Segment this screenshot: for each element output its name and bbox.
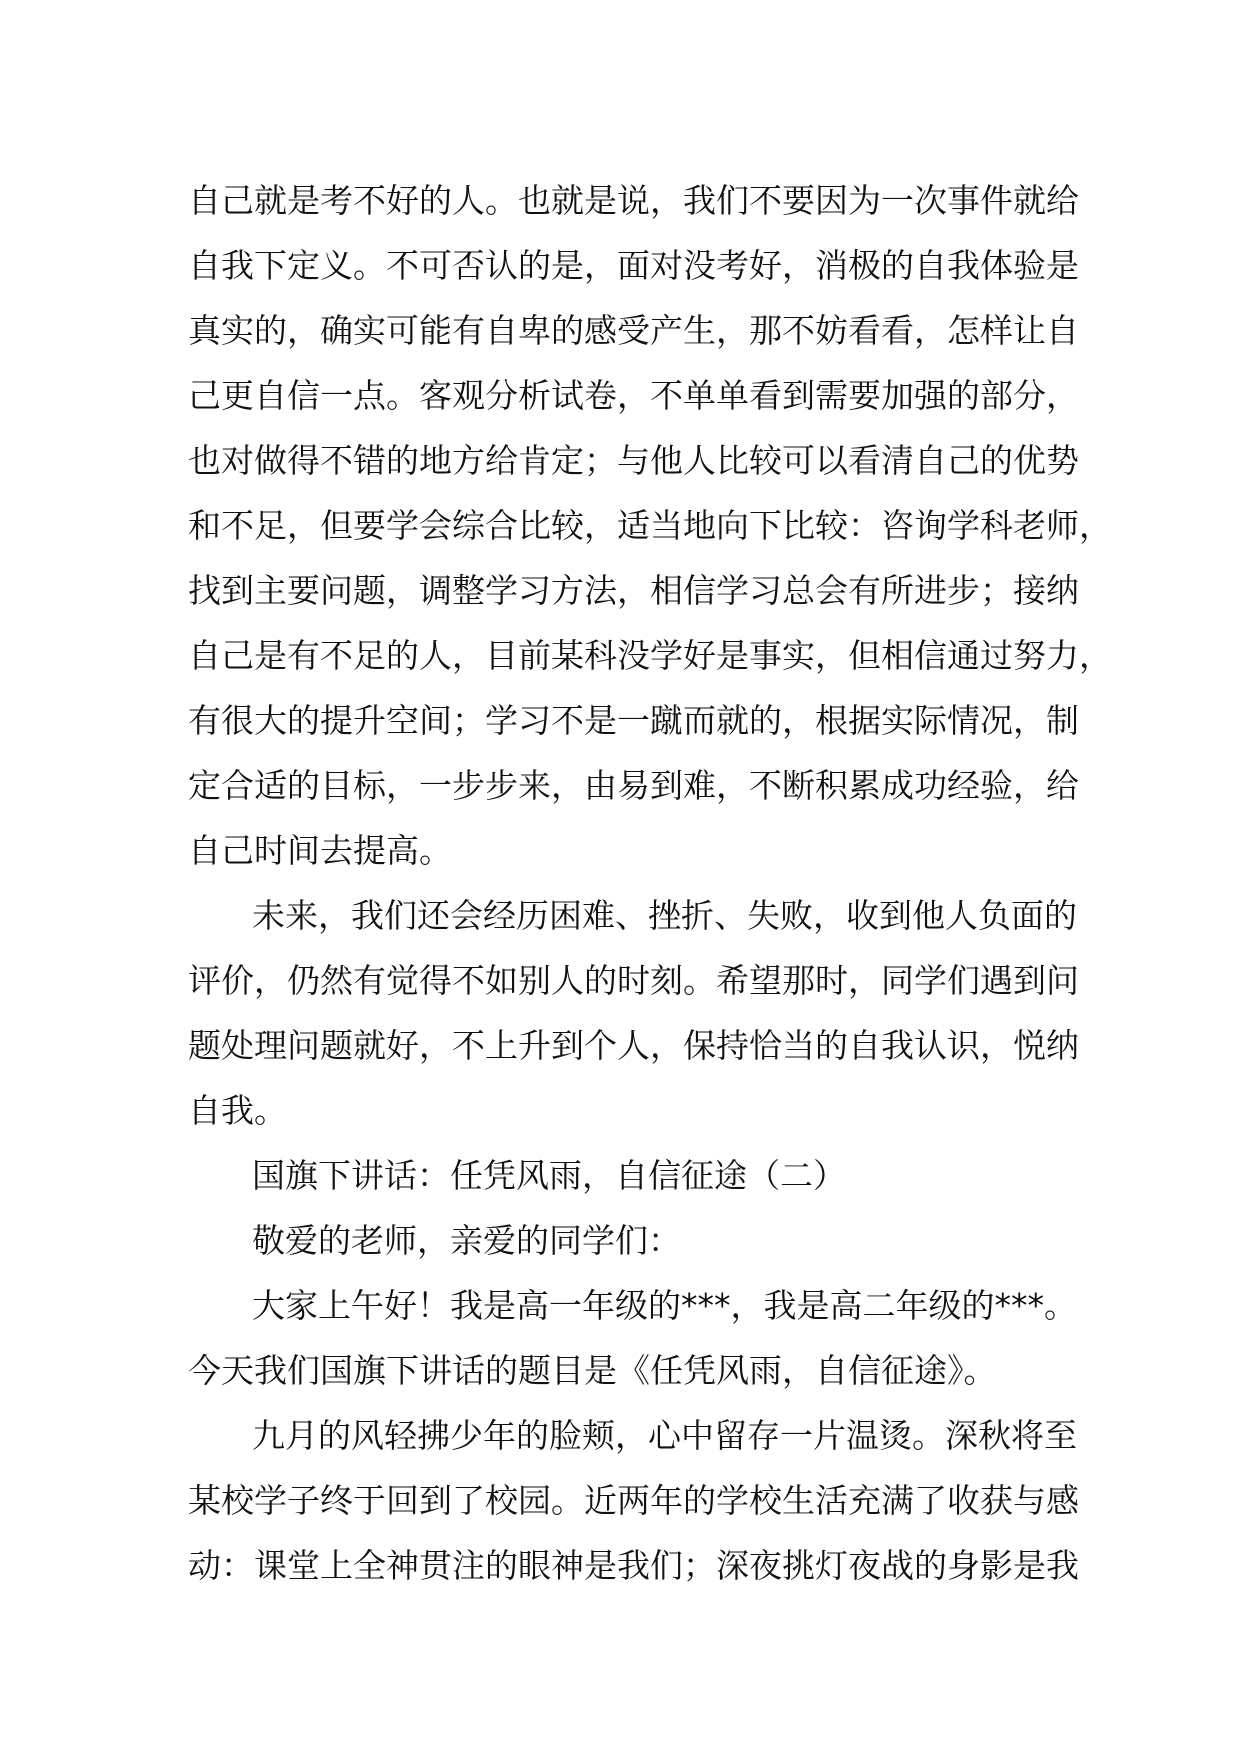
text-line: 找到主要问题，调整学习方法，相信学习总会有所进步；接纳 bbox=[188, 571, 1079, 610]
section-title: 国旗下讲话：任凭风雨，自信征途（二） bbox=[252, 1156, 846, 1195]
text-line: 自己时间去提高。 bbox=[188, 831, 452, 870]
text-line: 自己是有不足的人，目前某科没学好是事实，但相信通过努力， bbox=[188, 636, 1112, 675]
text-line: 动：课堂上全神贯注的眼神是我们；深夜挑灯夜战的身影是我 bbox=[188, 1546, 1079, 1585]
text-line: 评价，仍然有觉得不如别人的时刻。希望那时，同学们遇到问 bbox=[188, 961, 1079, 1000]
text-line: 真实的，确实可能有自卑的感受产生，那不妨看看，怎样让自 bbox=[188, 311, 1079, 350]
text-line: 定合适的目标，一步步来，由易到难，不断积累成功经验，给 bbox=[188, 766, 1079, 805]
text-line: 自己就是考不好的人。也就是说，我们不要因为一次事件就给 bbox=[188, 181, 1079, 220]
paragraph-start-line: 大家上午好！我是高一年级的***，我是高二年级的***。 bbox=[252, 1286, 1077, 1325]
salutation: 敬爱的老师，亲爱的同学们： bbox=[252, 1221, 681, 1260]
text-line: 自我下定义。不可否认的是，面对没考好，消极的自我体验是 bbox=[188, 246, 1079, 285]
document-body bbox=[188, 168, 1112, 1598]
text-line: 己更自信一点。客观分析试卷，不单单看到需要加强的部分， bbox=[188, 376, 1079, 415]
text-line: 自我。 bbox=[188, 1091, 287, 1130]
text-line: 也对做得不错的地方给肯定；与他人比较可以看清自己的优势 bbox=[188, 441, 1079, 480]
text-line: 今天我们国旗下讲话的题目是《任凭风雨，自信征途》。 bbox=[188, 1351, 997, 1390]
text-line: 题处理问题就好，不上升到个人，保持恰当的自我认识，悦纳 bbox=[188, 1026, 1079, 1065]
paragraph-start-line: 未来，我们还会经历困难、挫折、失败，收到他人负面的 bbox=[252, 896, 1077, 935]
text-line: 和不足，但要学会综合比较，适当地向下比较：咨询学科老师， bbox=[188, 506, 1112, 545]
text-line: 有很大的提升空间；学习不是一蹴而就的，根据实际情况，制 bbox=[188, 701, 1079, 740]
text-line: 某校学子终于回到了校园。近两年的学校生活充满了收获与感 bbox=[188, 1481, 1079, 1520]
paragraph-start-line: 九月的风轻拂少年的脸颊，心中留存一片温烫。深秋将至 bbox=[252, 1416, 1077, 1455]
